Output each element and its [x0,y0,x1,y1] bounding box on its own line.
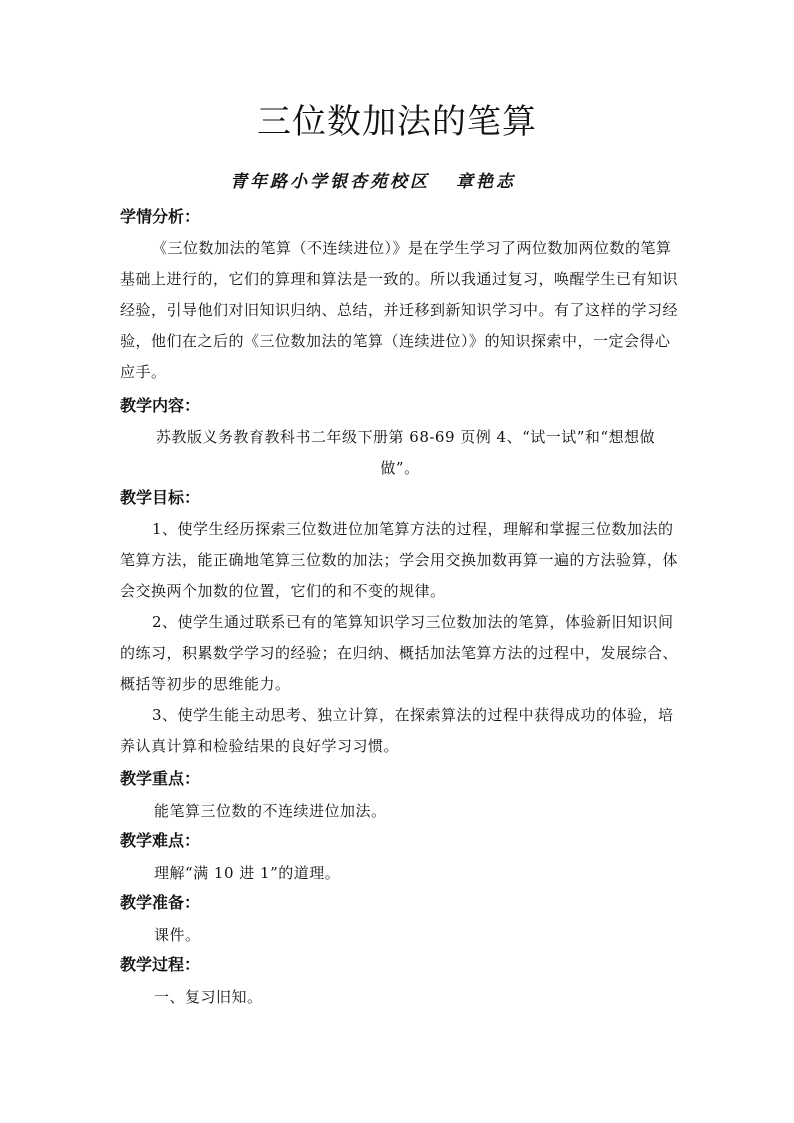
section-heading: 教学难点： [120,831,201,850]
paragraph: 理解“满 10 进 1”的道理。 [154,864,341,882]
goal-item: 3、使学生能主动思考、独立计算，在探索算法的过程中获得成功的体验，培养认真计算和检验结果的良好学习习惯。 [120,706,674,755]
paragraph: 《三位数加法的笔算（不连续进位）》是在学生学习了两位数加两位数的笔算基础上进行的，它们的算理和算法是一致的。所以我通过复习，唤醒学生已有知识经验，引导他们对旧知识归纳、总结，并迁移到新知识学习中。有了这样的学习经验，他们在之后的《三位数加法的笔算（连续进位）》的知识探索中，一定会得心应手。 [120,239,679,381]
section-preparation [120,891,680,947]
paragraph: 能笔算三位数的不连续进位加法。 [154,802,387,820]
section-content [120,394,680,484]
author-name: 章艳志 [456,172,516,192]
section-heading: 教学准备： [120,893,201,912]
paragraph: 一、复习旧知。 [154,988,263,1006]
paragraph: 课件。 [154,926,201,944]
paragraph [120,422,680,484]
author-line [230,170,570,194]
section-heading: 学情分析： [120,207,201,226]
section-key-points [120,767,680,823]
paragraph-line: 苏教版义务教育教科书二年级下册第 68-69 页例 4、“试一试”和“想想做 [156,428,656,446]
section-heading: 教学目标： [120,488,201,507]
paragraph-line: 做”。 [380,459,420,477]
goal-item: 2、使学生通过联系已有的笔算知识学习三位数加法的笔算，体验新旧知识间的练习，积累数学学习的经验；在归纳、概括加法笔算方法的过程中，发展综合、概括等初步的思维能力。 [120,613,679,693]
section-heading: 教学重点： [120,769,201,788]
section-process [120,953,680,1009]
section-heading: 教学内容： [120,396,201,415]
section-goals [120,486,680,762]
document-title: 三位数加法的笔算 [257,102,537,142]
section-heading: 教学过程： [120,955,201,974]
goal-item: 1、使学生经历探索三位数进位加笔算方法的过程，理解和掌握三位数加法的笔算方法，能正确地笔算三位数的加法；学会用交换加数再算一遍的方法验算，体会交换两个加数的位置，它们的和不变的规律。 [120,520,679,600]
section-difficulties [120,829,680,885]
author-school: 青年路小学银杏苑校区 [230,172,430,192]
section-analysis [120,205,680,388]
